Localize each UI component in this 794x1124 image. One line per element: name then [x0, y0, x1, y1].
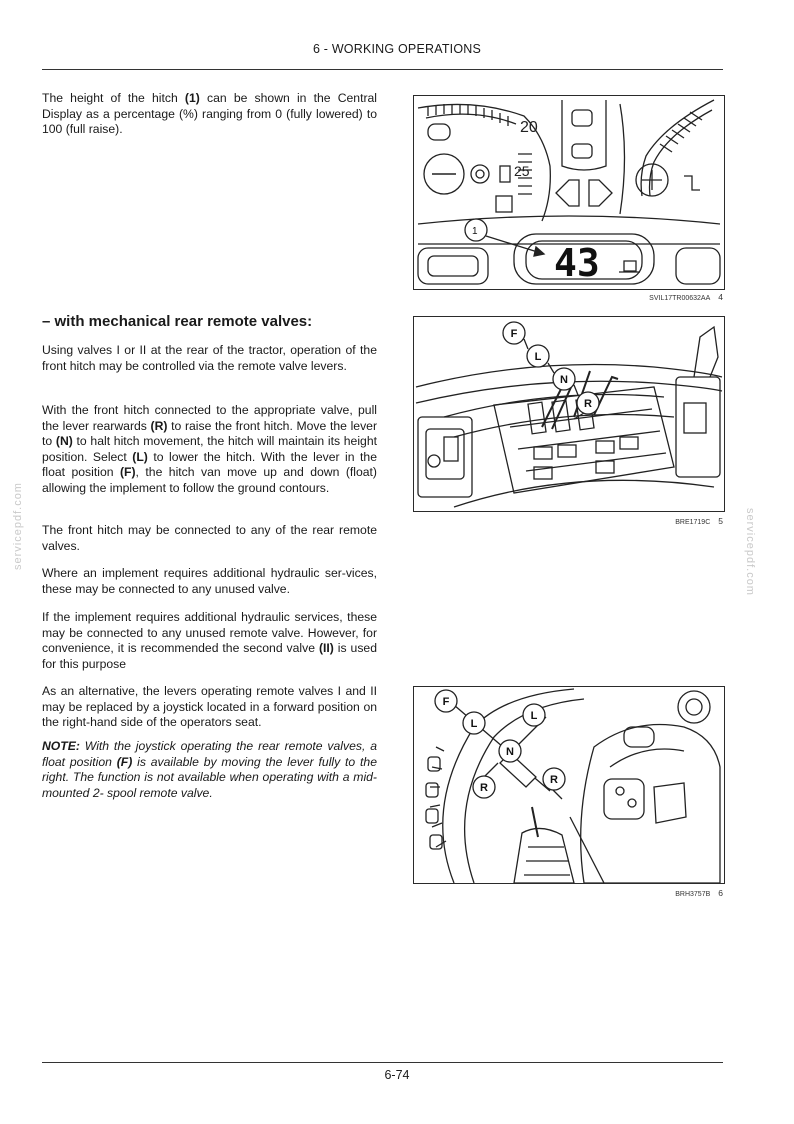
lever-label-float: F — [510, 328, 518, 340]
watermark-right: servicepdf.com — [744, 508, 756, 596]
instrument-cluster-illustration — [414, 96, 724, 289]
joystick-label-float: F — [442, 696, 450, 708]
joystick-label-lower-right: L — [530, 710, 538, 722]
figure-5-remote-valve-levers — [413, 316, 725, 512]
lever-label-neutral: N — [560, 374, 568, 386]
paragraph-second-valve: If the implement requires additional hydraulic services, these may be connected to any unused remote valve. However, for convenience, it is recommended the second valve (II) is used for this purpose — [42, 610, 377, 671]
figure-6-code: BRH3757B — [675, 891, 711, 898]
joystick-label-neutral: N — [506, 746, 514, 758]
figure-5-code: BRE1719C — [675, 519, 711, 526]
footer-rule — [42, 1062, 723, 1063]
figure-5-caption — [413, 516, 723, 526]
figure-4-number: 4 — [718, 292, 723, 302]
header-rule — [42, 69, 723, 70]
paragraph-additional-services: Where an implement requires additional hydraulic ser-vices, these may be connected to any unused valve. — [42, 566, 377, 596]
watermark-left: servicepdf.com — [12, 482, 24, 570]
joystick-label-raise-right: R — [550, 774, 558, 786]
figure-6-number: 6 — [718, 888, 723, 898]
callout-label-1: 1 — [472, 226, 478, 237]
note-paragraph: NOTE: With the joystick operating the rear remote valves, a float position (F) is available by moving the lever fully to the right. The function is not available when operating with a mid-mounted 2- spool remote valve. — [42, 739, 377, 800]
central-display-value: 43 — [554, 241, 600, 285]
paragraph-joystick: As an alternative, the levers operating remote valves I and II may be replaced by a joystick located in a forward position on the right-hand side of the operators seat. — [42, 684, 377, 729]
joystick-label-lower-left: L — [470, 718, 478, 730]
figure-4-caption — [413, 292, 723, 302]
paragraph-rear-remote: The front hitch may be connected to any of the rear remote valves. — [42, 523, 377, 553]
paragraph-valve-operation: Using valves I or II at the rear of the tractor, operation of the front hitch may be controlled via the remote valve levers. — [42, 343, 377, 373]
figure-4-code: SVIL17TR00632AA — [649, 295, 711, 302]
page-number: 6-74 — [384, 1068, 410, 1082]
intro-paragraph: The height of the hitch (1) can be shown in the Central Display as a percentage (%) ranging from 0 (fully lowered) to 100 (full raise). — [42, 91, 378, 136]
gauge-label-20: 20 — [520, 119, 538, 136]
figure-6-caption — [413, 888, 723, 898]
figure-5-number: 5 — [718, 516, 723, 526]
section-heading: – with mechanical rear remote valves: — [42, 313, 313, 330]
page-header-title: 6 - WORKING OPERATIONS — [312, 42, 482, 56]
joystick-label-raise-left: R — [480, 782, 488, 794]
lever-label-lower: L — [534, 351, 542, 363]
gauge-label-25: 25 — [514, 163, 530, 179]
figure-4-instrument-cluster — [413, 95, 725, 290]
paragraph-lever-positions: With the front hitch connected to the appropriate valve, pull the lever rearwards (R) to raise the front hitch. Move the lever to (N) to halt hitch movement, the hitch will maintain its height position. Select (L) to lower the hitch. With the lever in the float position (F), the hitch van move up and down (float) allowing the implement to follow the ground contours. — [42, 403, 377, 495]
figure-6-joystick — [413, 686, 725, 884]
lever-label-raise: R — [584, 398, 592, 410]
